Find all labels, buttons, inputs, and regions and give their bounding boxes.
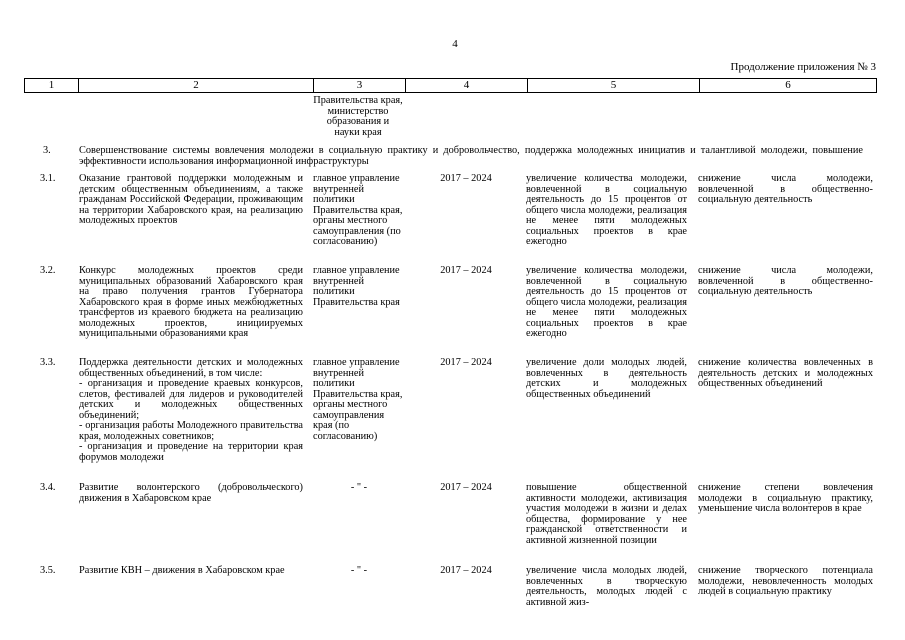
- header-col-2: 2: [79, 79, 314, 93]
- row-consequence: снижение числа молодежи, вовлеченной в общественно-социальную деятельность: [698, 173, 873, 205]
- row-measure: Развитие волонтерского (добровольческого) движения в Хабаровском крае: [79, 482, 303, 504]
- row-measure: Конкурс молодежных проектов среди муниципальных образований Хабаровского края на право получения грантов Губернатора Хабаровского края в форме иных межбюджетных трансфертов из краевого бюджета на реализацию молодежных проектов, инициируемых муниципальными образованиями края: [79, 265, 303, 339]
- row-executor: - " -: [350, 482, 368, 493]
- row-period: 2017 – 2024: [440, 265, 492, 276]
- row-executor: - " -: [350, 565, 368, 576]
- row-number: 3.2.: [40, 265, 56, 276]
- row-result: увеличение количества молодежи, вовлеченной в социальную деятельность до 15 процентов от общего числа молодежи, реализация не менее пяти молодежных социальных проектов в крае ежегодно: [526, 173, 687, 247]
- row-number: 3.3.: [40, 357, 56, 368]
- carryover-executor: Правительства края, министерство образования и науки края: [313, 95, 403, 138]
- row-consequence: снижение творческого потенциала молодежи, невовлеченность молодых людей в социальную практику: [698, 565, 873, 597]
- header-col-4: 4: [406, 79, 528, 93]
- row-executor: главное управление внутренней политики Правительства края, органы местного самоуправления края (по согласованию): [313, 357, 403, 442]
- row-measure-item: - организация и проведение на территории края форумов молодежи: [79, 441, 303, 463]
- row-measure-item: - организация работы Молодежного правительства края, молодежных советников;: [79, 420, 303, 442]
- header-col-1: 1: [25, 79, 79, 93]
- header-col-6: 6: [700, 79, 877, 93]
- row-number: 3.1.: [40, 173, 56, 184]
- header-col-3: 3: [314, 79, 406, 93]
- row-result: увеличение количества молодежи, вовлеченной в социальную деятельность до 15 процентов от общего числа молодежи, реализация не менее пяти молодежных социальных проектов в крае ежегодно: [526, 265, 687, 339]
- row-result: увеличение числа молодых людей, вовлеченных в творческую деятельность, молодых людей с активной жиз-: [526, 565, 687, 608]
- row-measure-lead: Поддержка деятельности детских и молодежных общественных объединений, в том числе:: [79, 357, 303, 379]
- row-executor: главное управление внутренней политики Правительства края: [313, 265, 400, 308]
- row-period: 2017 – 2024: [440, 565, 492, 576]
- header-col-5: 5: [528, 79, 700, 93]
- row-result: повышение общественной активности молодежи, активизация участия молодежи в жизни и делах общества, формирование у нее гражданской ответственности и активной жизненной позиции: [526, 482, 687, 546]
- row-number: 3.4.: [40, 482, 56, 493]
- row-period: 2017 – 2024: [440, 173, 492, 184]
- continuation-caption: Продолжение приложения № 3: [730, 61, 876, 73]
- column-number-header: [24, 78, 877, 93]
- row-consequence: снижение количества вовлеченных в деятельность детских и молодежных общественных объединений: [698, 357, 873, 389]
- section-number: 3.: [43, 145, 51, 156]
- row-measure-item: - организация и проведение краевых конкурсов, слетов, фестивалей для лидеров и руководителей детских и молодежных общественных объединений;: [79, 378, 303, 421]
- row-number: 3.5.: [40, 565, 56, 576]
- row-result: увеличение доли молодых людей, вовлеченных в деятельность детских и молодежных общественных объединений: [526, 357, 687, 400]
- row-measure: Оказание грантовой поддержки молодежным и детским общественным объединениям, а также гражданам Российской Федерации, проживающим на территории Хабаровского края, на реализацию молодежных проектов: [79, 173, 303, 226]
- row-period: 2017 – 2024: [440, 357, 492, 368]
- section-title: Совершенствование системы вовлечения молодежи в социальную практику и добровольчество, поддержка молодежных инициатив и талантливой молодежи, повышение эффективности использования информационной инфраструктуры: [79, 145, 863, 167]
- row-consequence: снижение степени вовлечения молодежи в социальную практику, уменьшение числа волонтеров в крае: [698, 482, 873, 514]
- row-measure: Развитие КВН – движения в Хабаровском крае: [79, 565, 285, 576]
- row-executor: главное управление внутренней политики Правительства края, органы местного самоуправления (по согласованию): [313, 173, 403, 247]
- page-number: 4: [452, 38, 458, 50]
- row-consequence: снижение числа молодежи, вовлеченной в общественно-социальную деятельность: [698, 265, 873, 297]
- row-period: 2017 – 2024: [440, 482, 492, 493]
- row-measure: [79, 358, 303, 463]
